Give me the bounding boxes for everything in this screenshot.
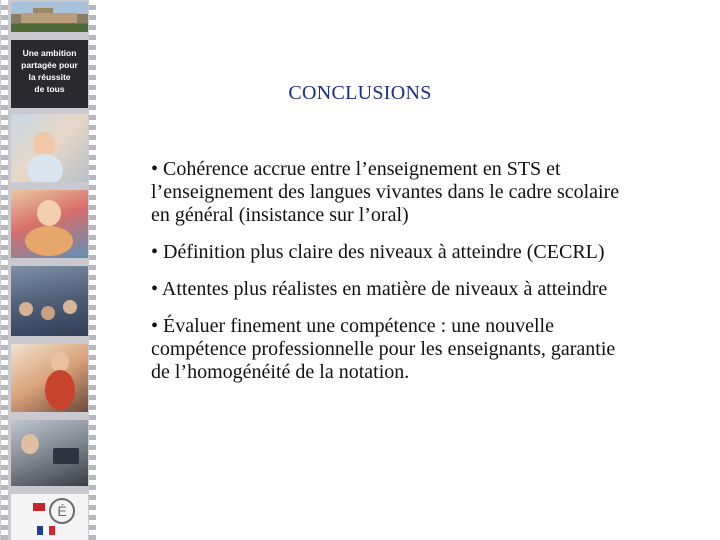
pupil-photo xyxy=(11,190,88,258)
logo-emblem-icon: É xyxy=(49,498,75,524)
french-flag-icon xyxy=(37,526,55,535)
bullet-list xyxy=(151,158,621,398)
slogan-text xyxy=(11,47,88,95)
bullet-item-coherence: • Cohérence accrue entre l’enseignement en STS et l’enseignement des langues vivantes dans le cadre scolaire en général (insistance sur l’oral) xyxy=(151,158,620,226)
slogan-line-1: Une ambition xyxy=(22,48,77,58)
teacher-photo xyxy=(11,344,88,412)
lecture-hall-photo xyxy=(11,266,88,336)
logo-red-mark xyxy=(33,503,45,511)
slogan-line-2: partagée pour xyxy=(21,60,78,70)
computer-room-photo xyxy=(11,420,88,486)
ministry-logo xyxy=(11,494,88,540)
bullet-item-attentes: • Attentes plus réalistes en matière de niveaux à atteindre xyxy=(151,278,608,300)
slogan-line-4: de tous xyxy=(34,84,65,94)
film-perforations-left xyxy=(1,0,8,540)
classroom-photo xyxy=(11,114,88,182)
bullet-item-definition: • Définition plus claire des niveaux à atteindre (CECRL) xyxy=(151,241,605,263)
slogan-panel xyxy=(11,40,88,108)
bullet-item-evaluer: • Évaluer finement une compétence : une nouvelle compétence professionnelle pour les enseignants, garantie de l’homogénéité de la notation. xyxy=(151,315,616,383)
slogan-line-3: la réussite xyxy=(28,72,71,82)
film-perforations-right xyxy=(89,0,96,540)
filmstrip-sidebar xyxy=(0,0,96,540)
slide-title: CONCLUSIONS xyxy=(288,82,432,104)
school-building-photo xyxy=(11,2,88,32)
